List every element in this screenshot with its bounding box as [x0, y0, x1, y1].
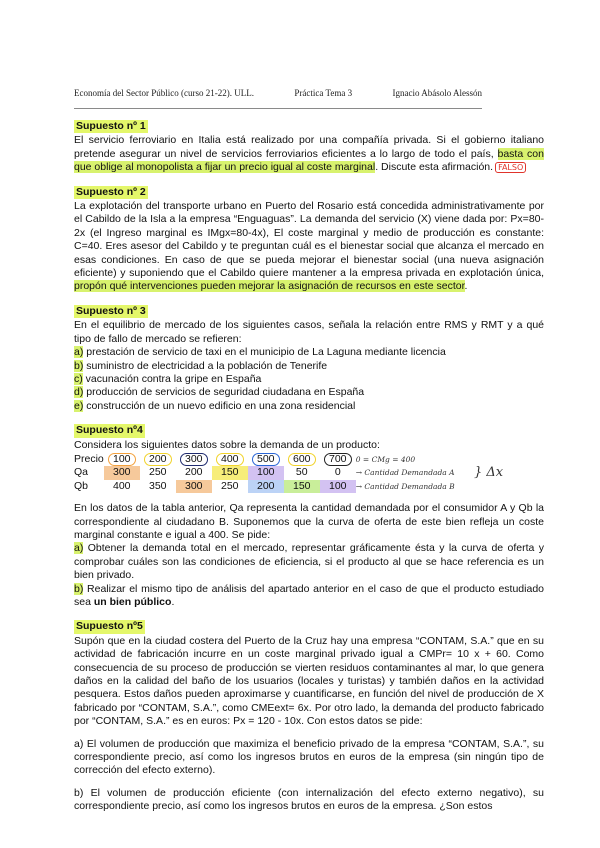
item-letter: a): [74, 542, 84, 555]
section-heading: Supuesto nº 1: [76, 120, 146, 132]
section-heading: Supuesto nº4: [76, 424, 143, 437]
text-run: . Discute esta afirmación.: [375, 161, 494, 174]
table-cell: [140, 453, 176, 466]
highlighted-text: propón qué intervenciones pueden mejorar la asignación de recursos en este sector: [74, 280, 465, 293]
item-text: Obtener la demanda total en el mercado, representar gráficamente ésta y la curva de oferta y comprobar cuáles son las condiciones de eficiencia, si el producto al que se hace referencia es un bien privado.: [74, 542, 544, 582]
handwritten-brace: } Δx: [474, 464, 504, 480]
handwritten-note: 0 = CMg = 400: [355, 454, 416, 464]
table-cell: [104, 453, 140, 466]
section-paragraph: En el equilibrio de mercado de los siguientes casos, señala la relación entre RMS y RMT y a qué tipo de fallo de mercado se refieren:: [74, 319, 544, 345]
header-course: Economía del Sector Público (curso 21-22). ULL.: [74, 88, 254, 98]
item-text: prestación de servicio de taxi en el municipio de La Laguna mediante licencia: [83, 346, 446, 359]
table-cell: 250: [221, 479, 239, 492]
case-list: [74, 346, 544, 413]
handwritten-note: → Cantidad Demandada A: [355, 468, 455, 478]
item-text: suministro de electricidad a la población de Tenerife: [83, 359, 328, 372]
text-run: El servicio ferroviario en Italia está realizado por una compañía privada. Si el gobierno italiano pretende asegurar un nivel de servicios ferroviarios eficientes a lo largo de todo el país,: [74, 134, 544, 160]
header-author: Ignacio Abásolo Alessón: [392, 88, 482, 98]
question-a: [74, 542, 544, 582]
handwritten-note: → Cantidad Demandada B: [355, 481, 455, 491]
table-cell: 100: [248, 466, 284, 479]
list-item: [74, 386, 544, 399]
item-letter: b): [74, 359, 84, 372]
text-run: La explotación del transporte urbano en Puerto del Rosario está concedida administrativamente por el Cabildo de la Isla a la empresa “Enguaguas”. La demanda del servicio (X) viene dada por: Px=80-2x (el Ingreso marginal es IMgx=80-4x), El coste marginal y medio de producción es constante: C=40. Eres asesor del Cabildo y te preguntan cuál es el bienestar social que alcanza el mercado en esas condiciones. En caso de que se pueda mejorar el bienestar social (una nueva asignación eficiente) y suponiendo que el Cabildo quiere mantener a la empresa privada en explotación única,: [74, 200, 544, 280]
text-run: .: [171, 596, 175, 608]
circled-value: 500: [252, 453, 280, 466]
spacer: [74, 493, 544, 502]
section-paragraph: [74, 134, 544, 174]
item-text: construcción de un nuevo edificio en una zona residencial: [83, 399, 356, 412]
circled-value: 200: [144, 453, 172, 466]
table-cell: 150: [284, 480, 320, 493]
row-label: Qa: [74, 466, 89, 479]
highlighted-text: basta con que oblige al monopolista a fijar un precio igual al coste marginal: [74, 147, 544, 174]
item-letter: e): [74, 399, 84, 412]
header-divider: [74, 108, 482, 109]
circled-value: 100: [108, 453, 136, 466]
section-heading: Supuesto nº 3: [76, 304, 146, 317]
circled-value: 600: [288, 453, 316, 466]
table-cell: [320, 453, 356, 466]
table-cell: [212, 453, 248, 466]
section-heading: Supuesto nº 2: [76, 185, 146, 198]
handwritten-annotation: FALSO: [495, 162, 526, 173]
table-cell: 0: [334, 466, 341, 479]
item-text: producción de servicios de seguridad ciudadana en España: [83, 386, 365, 399]
section-supuesto-4: [74, 424, 544, 609]
table-cell: 300: [104, 466, 140, 479]
table-cell: 300: [176, 480, 212, 493]
list-item: [74, 360, 544, 373]
table-cell: 150: [212, 466, 248, 479]
table-cell: [284, 453, 320, 466]
section-paragraph: Supón que en la ciudad costera del Puerto de la Cruz hay una empresa “CONTAM, S.A.” que en su actividad de fabricación incurre en un coste marginal privado igual a CMPr= 10 x + 60. Como consecuencia de su proceso de producción se vierten residuos contaminantes al mar, lo que genera daños en la calidad del baño de los usuarios (locales y turistas) y también daños en la actividad pesquera. Estos daños pueden aproximarse y cuantificarse, en función del nivel de producción de X fabricado por “CONTAM, S.A.”, como CMEext= 6x. Por otro lado, la demanda del producto fabricado por “CONTAM, S.A.” es en euros: Px = 120 - 10x. Con estos datos se pide:: [74, 634, 544, 728]
question-b: b) El volumen de producción eficiente (con internalización del efecto externo negativo), su correspondiente precio, así como los ingresos brutos en euros de la empresa. ¿Son estos: [74, 786, 544, 813]
table-cell: 50: [295, 466, 308, 479]
table-cell: 350: [149, 479, 167, 492]
table-cell: [176, 453, 212, 466]
qa-note: [356, 466, 461, 479]
item-text: vacunación contra la gripe en España: [82, 372, 262, 385]
table-row-qb: [74, 480, 461, 493]
table-cell: 250: [149, 466, 167, 479]
spacer: [74, 729, 544, 738]
price-note: [356, 453, 461, 466]
list-item: [74, 346, 544, 359]
section-heading: Supuesto nº5: [76, 620, 143, 633]
circled-value: 700: [324, 453, 352, 466]
section-supuesto-1: [74, 120, 544, 175]
list-item: [74, 373, 544, 386]
list-item: [74, 400, 544, 413]
section-paragraph: Considera los siguientes datos sobre la demanda de un producto:: [74, 438, 380, 451]
item-letter: a): [74, 346, 84, 359]
demand-table-wrap: [74, 453, 544, 493]
circled-value: 300: [180, 453, 208, 466]
row-label: Qb: [74, 479, 89, 492]
table-cell: 200: [248, 480, 284, 493]
table-row-qa: [74, 466, 461, 479]
spacer: [74, 778, 544, 787]
demand-table: [74, 453, 461, 493]
table-cell: 100: [320, 480, 356, 493]
question-b: [74, 583, 544, 610]
table-cell: [248, 453, 284, 466]
qb-note: [356, 480, 461, 493]
section-paragraph: En los datos de la tabla anterior, Qa representa la cantidad demandada por el consumidor A y Qb la correspondiente al ciudadano B. Suponemos que la curva de oferta de este bien refleja un coste marginal constante e igual a 400. Se pide:: [74, 502, 544, 541]
bold-text: un bien público: [93, 596, 172, 608]
table-cell: 200: [185, 466, 203, 479]
question-a: a) El volumen de producción que maximiza el beneficio privado de la empresa “CONTAM, S.A.”, su correspondiente precio, así como los ingresos brutos en euros de la empresa (sin ningún tipo de corrección del efecto externo).: [74, 737, 544, 777]
item-letter: c): [74, 372, 83, 385]
table-cell: 400: [113, 479, 131, 492]
section-paragraph: [74, 200, 544, 294]
item-letter: b): [74, 582, 84, 595]
section-supuesto-5: [74, 620, 544, 813]
item-letter: d): [74, 386, 84, 399]
section-supuesto-2: [74, 186, 544, 294]
section-supuesto-3: [74, 305, 544, 413]
text-run: .: [464, 280, 468, 293]
header-practice: Práctica Tema 3: [294, 88, 353, 98]
page-header: [74, 88, 482, 98]
circled-value: 400: [216, 453, 244, 466]
item-text: Realizar el mismo tipo de análisis del apartado anterior en el caso de que el producto estudiado sea: [74, 582, 544, 608]
row-label: Precio: [74, 452, 104, 465]
document-body: [74, 120, 544, 825]
table-row-price: [74, 453, 461, 466]
